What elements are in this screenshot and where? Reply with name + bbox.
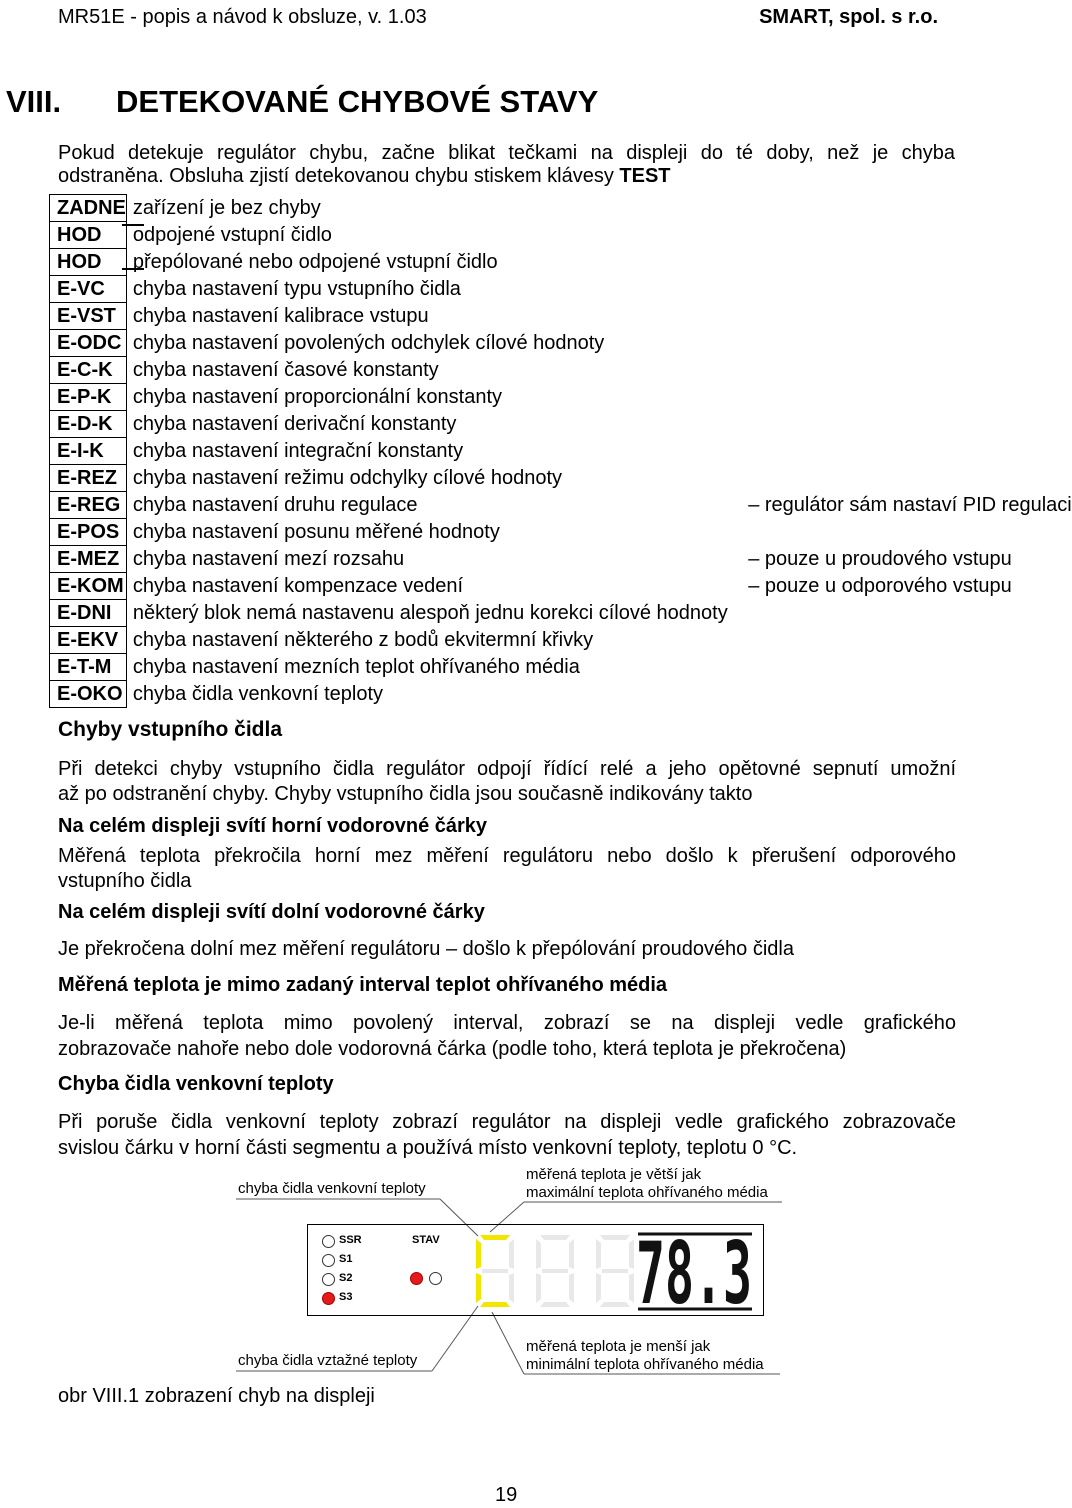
- error-description: chyba nastavení proporcionální konstanty: [132, 386, 503, 408]
- sensor-p1-line1: Při detekci chyby vstupního čidla regulátor odpojí řídící relé a jeho opětovné sepnutí umožní: [58, 758, 956, 780]
- display-value: 78.3: [636, 1224, 752, 1324]
- header-company: SMART, spol. s r.o.: [759, 6, 938, 28]
- led-ssr: [322, 1235, 335, 1248]
- error-code: E-OKO: [50, 681, 127, 708]
- range-line2: zobrazovače nahoře nebo dole vodorovná čárka (podle toho, která teplota je překročena): [58, 1038, 847, 1060]
- sensor-lower-heading: Na celém displeji svítí dolní vodorovné čárky: [58, 901, 485, 923]
- outdoor-heading: Chyba čidla venkovní teploty: [58, 1073, 334, 1095]
- error-code: HOD: [50, 222, 127, 249]
- error-note: – pouze u proudového vstupu: [748, 548, 1012, 570]
- intro-line-1: Pokud detekuje regulátor chybu, začne blikat tečkami na displeji do té doby, než je chyba: [58, 142, 955, 164]
- error-code: E-REG: [50, 492, 127, 519]
- stav-led-2: [429, 1272, 442, 1285]
- sensor-p3: Je překročena dolní mez měření regulátoru – došlo k přepólování proudového čidla: [58, 938, 794, 960]
- error-code: E-T-M: [50, 654, 127, 681]
- led-s2: [322, 1273, 335, 1286]
- sensor-p2-line1: Měřená teplota překročila horní mez měření regulátoru nebo došlo k přerušení odporového: [58, 845, 956, 867]
- error-code: HOD: [50, 249, 127, 276]
- led-ssr-label: SSR: [339, 1234, 362, 1246]
- error-code: E-VST: [50, 303, 127, 330]
- error-description: chyba nastavení časové konstanty: [132, 359, 439, 381]
- callout-max-line2: maximální teplota ohřívaného média: [526, 1184, 768, 1201]
- outdoor-line1: Při poruše čidla venkovní teploty zobrazí regulátor na displeji vedle grafického zobrazovače: [58, 1111, 956, 1133]
- stav-led-1: [410, 1272, 423, 1285]
- intro-text: odstraněna. Obsluha zjistí detekovanou chybu stiskem klávesy: [58, 165, 620, 187]
- led-s1: [322, 1254, 335, 1267]
- range-line1: Je-li měřená teplota mimo povolený interval, zobrazí se na displeji vedle grafického: [58, 1012, 956, 1034]
- led-s3-active: [322, 1292, 335, 1305]
- error-description: chyba nastavení derivační konstanty: [132, 413, 457, 435]
- error-code: E-MEZ: [50, 546, 127, 573]
- stav-label: STAV: [412, 1234, 440, 1246]
- digit-off-2: [596, 1235, 634, 1307]
- led-s3-label: S3: [339, 1291, 353, 1303]
- digit-off-1: [536, 1235, 574, 1307]
- error-description: chyba nastavení posunu měřené hodnoty: [132, 521, 500, 543]
- error-description: chyba nastavení druhu regulace: [132, 494, 418, 516]
- callout-max-line1: měřená teplota je větší jak: [526, 1166, 702, 1183]
- error-code: E-VC: [50, 276, 127, 303]
- error-code: E-D-K: [50, 411, 127, 438]
- led-s2-label: S2: [339, 1272, 353, 1284]
- led-s1-label: S1: [339, 1253, 353, 1265]
- error-note: – pouze u odporového vstupu: [748, 575, 1012, 597]
- section-number: VIII.: [6, 84, 62, 119]
- seven-segment-display: [468, 1224, 758, 1324]
- error-code: ZADNE: [50, 195, 127, 222]
- sensor-p1-line2: až po odstranění chyby. Chyby vstupního čidla jsou současně indikovány takto: [58, 783, 753, 805]
- figure-caption: obr VIII.1 zobrazení chyb na displeji: [58, 1385, 375, 1407]
- error-description: chyba nastavení některého z bodů ekvitermní křivky: [132, 629, 594, 651]
- sensor-p2-line2: vstupního čidla: [58, 870, 192, 892]
- callout-outdoor-sensor: chyba čidla venkovní teploty: [238, 1180, 426, 1197]
- error-note: – regulátor sám nastaví PID regulaci: [748, 494, 1072, 516]
- error-code: E-C-K: [50, 357, 127, 384]
- error-code: E-DNI: [50, 600, 127, 627]
- error-code: E-EKV: [50, 627, 127, 654]
- page-number: 19: [495, 1484, 518, 1506]
- error-code: E-KOM: [50, 573, 127, 600]
- error-description: chyba nastavení typu vstupního čidla: [132, 278, 461, 300]
- error-description: chyba čidla venkovní teploty: [132, 683, 384, 705]
- test-key-label: TEST: [619, 165, 671, 187]
- error-description: odpojené vstupní čidlo: [132, 224, 332, 246]
- error-code: E-REZ: [50, 465, 127, 492]
- controller-display-panel: [307, 1224, 764, 1324]
- section-title: DETEKOVANÉ CHYBOVÉ STAVY: [116, 84, 599, 119]
- digit-outdoor-error: [476, 1235, 514, 1307]
- error-description: zařízení je bez chyby: [132, 197, 321, 219]
- error-code: E-P-K: [50, 384, 127, 411]
- error-description: chyba nastavení mezních teplot ohřívaného média: [132, 656, 580, 678]
- callout-reference-sensor: chyba čidla vztažné teploty: [238, 1352, 418, 1369]
- range-heading: Měřená teplota je mimo zadaný interval teplot ohřívaného média: [58, 974, 668, 996]
- sensor-upper-heading: Na celém displeji svítí horní vodorovné čárky: [58, 815, 488, 837]
- error-description: přepólované nebo odpojené vstupní čidlo: [132, 251, 498, 273]
- error-description: chyba nastavení povolených odchylek cílové hodnoty: [132, 332, 605, 354]
- error-code: E-ODC: [50, 330, 127, 357]
- error-description: chyba nastavení integrační konstanty: [132, 440, 464, 462]
- sensor-errors-heading: Chyby vstupního čidla: [58, 718, 283, 741]
- header-doc-title: MR51E - popis a návod k obsluze, v. 1.03: [58, 6, 427, 28]
- callout-min-line2: minimální teplota ohřívaného média: [526, 1356, 764, 1373]
- error-description: chyba nastavení mezí rozsahu: [132, 548, 405, 570]
- error-code: E-I-K: [50, 438, 127, 465]
- error-code: E-POS: [50, 519, 127, 546]
- error-description: chyba nastavení režimu odchylky cílové hodnoty: [132, 467, 563, 489]
- callout-min-line1: měřená teplota je menší jak: [526, 1338, 711, 1355]
- error-description: některý blok nemá nastavenu alespoň jednu korekci cílové hodnoty: [132, 602, 728, 624]
- outdoor-line2: svislou čárku v horní části segmentu a používá místo venkovní teploty, teplotu 0 °C.: [58, 1137, 798, 1159]
- error-description: chyba nastavení kompenzace vedení: [132, 575, 464, 597]
- error-description: chyba nastavení kalibrace vstupu: [132, 305, 429, 327]
